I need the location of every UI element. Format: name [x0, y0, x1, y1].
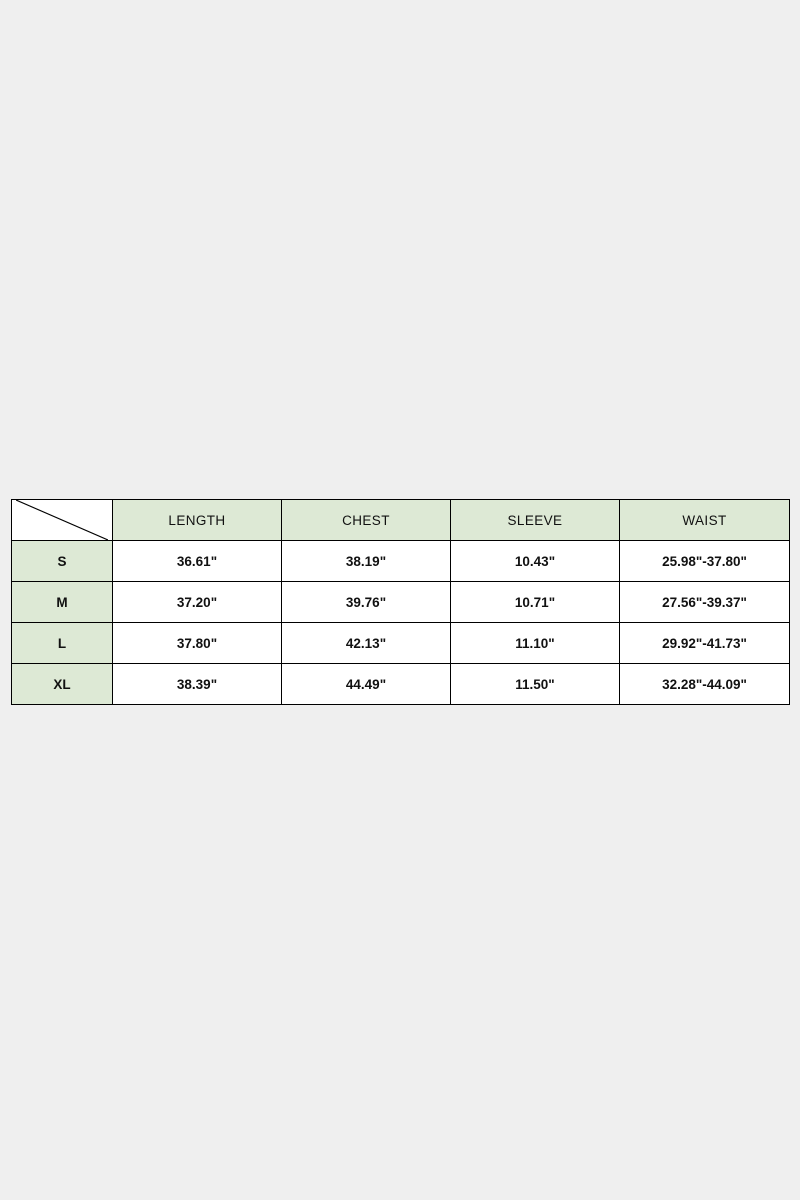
size-label: L [12, 623, 113, 664]
size-chart-container [11, 499, 789, 705]
column-header-chest: CHEST [282, 500, 451, 541]
size-label: S [12, 541, 113, 582]
cell-waist: 32.28"-44.09" [620, 664, 790, 705]
cell-length: 38.39" [113, 664, 282, 705]
column-header-length: LENGTH [113, 500, 282, 541]
cell-length: 37.80" [113, 623, 282, 664]
table-row [12, 582, 790, 623]
cell-chest: 42.13" [282, 623, 451, 664]
corner-diagonal-cell [12, 500, 113, 541]
table-row [12, 623, 790, 664]
cell-waist: 25.98"-37.80" [620, 541, 790, 582]
cell-length: 36.61" [113, 541, 282, 582]
column-header-waist: WAIST [620, 500, 790, 541]
table-header-row [12, 500, 790, 541]
cell-waist: 27.56"-39.37" [620, 582, 790, 623]
table-body [12, 541, 790, 705]
diagonal-slash-icon [16, 500, 108, 540]
size-label: XL [12, 664, 113, 705]
table-row [12, 541, 790, 582]
cell-sleeve: 10.43" [451, 541, 620, 582]
cell-sleeve: 10.71" [451, 582, 620, 623]
cell-length: 37.20" [113, 582, 282, 623]
cell-chest: 39.76" [282, 582, 451, 623]
table-row [12, 664, 790, 705]
table-header [12, 500, 790, 541]
cell-chest: 38.19" [282, 541, 451, 582]
column-header-sleeve: SLEEVE [451, 500, 620, 541]
size-label: M [12, 582, 113, 623]
cell-sleeve: 11.50" [451, 664, 620, 705]
size-chart-table [11, 499, 790, 705]
cell-chest: 44.49" [282, 664, 451, 705]
cell-waist: 29.92"-41.73" [620, 623, 790, 664]
cell-sleeve: 11.10" [451, 623, 620, 664]
